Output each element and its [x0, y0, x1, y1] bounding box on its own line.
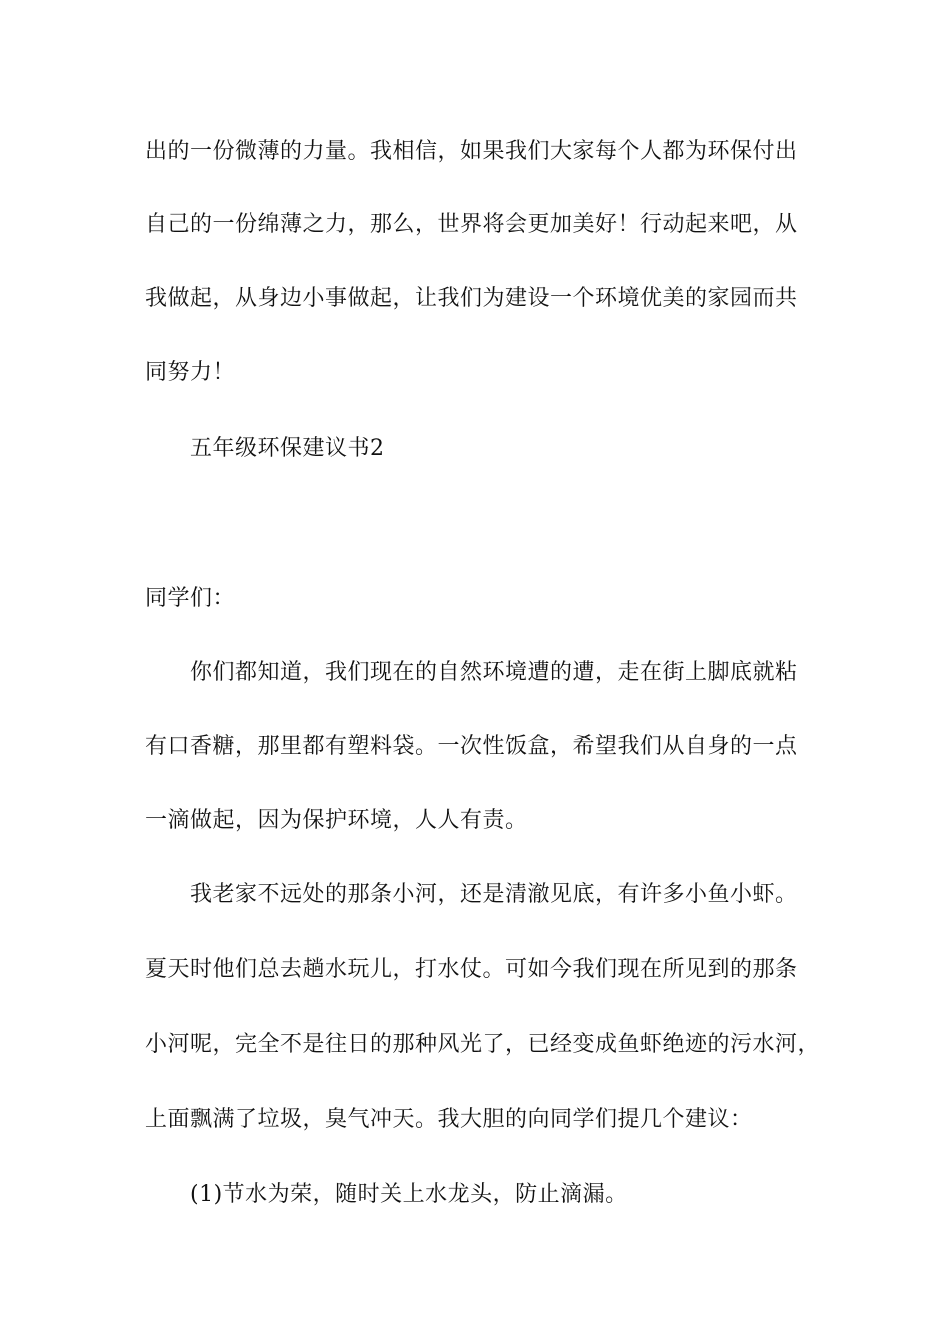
- text-line: 同努力！: [145, 360, 236, 385]
- text-line: 出的一份微薄的力量。我相信，如果我们大家每个人都为环保付出: [145, 139, 798, 164]
- text-line: 我做起，从身边小事做起，让我们为建设一个环境优美的家园而共: [145, 286, 798, 311]
- list-item: (1)节水为荣，随时关上水龙头，防止滴漏。: [190, 1182, 628, 1207]
- text-line: 夏天时他们总去趟水玩儿，打水仗。可如今我们现在所见到的那条: [145, 957, 798, 982]
- text-line: 自己的一份绵薄之力，那么，世界将会更加美好！行动起来吧，从: [145, 212, 798, 237]
- text-line: 一滴做起，因为保护环境，人人有责。: [145, 808, 528, 833]
- salutation: 同学们：: [145, 586, 236, 611]
- text-line: 我老家不远处的那条小河，还是清澈见底，有许多小鱼小虾。: [190, 882, 798, 907]
- text-line: 上面飘满了垃圾，臭气冲天。我大胆的向同学们提几个建议：: [145, 1107, 753, 1132]
- text-line: 有口香糖，那里都有塑料袋。一次性饭盒，希望我们从自身的一点: [145, 734, 798, 759]
- section-heading: 五年级环保建议书2: [190, 436, 385, 461]
- text-line: 小河呢，完全不是往日的那种风光了，已经变成鱼虾绝迹的污水河，: [145, 1032, 821, 1057]
- text-line: 你们都知道，我们现在的自然环境遭的遭，走在街上脚底就粘: [190, 660, 798, 685]
